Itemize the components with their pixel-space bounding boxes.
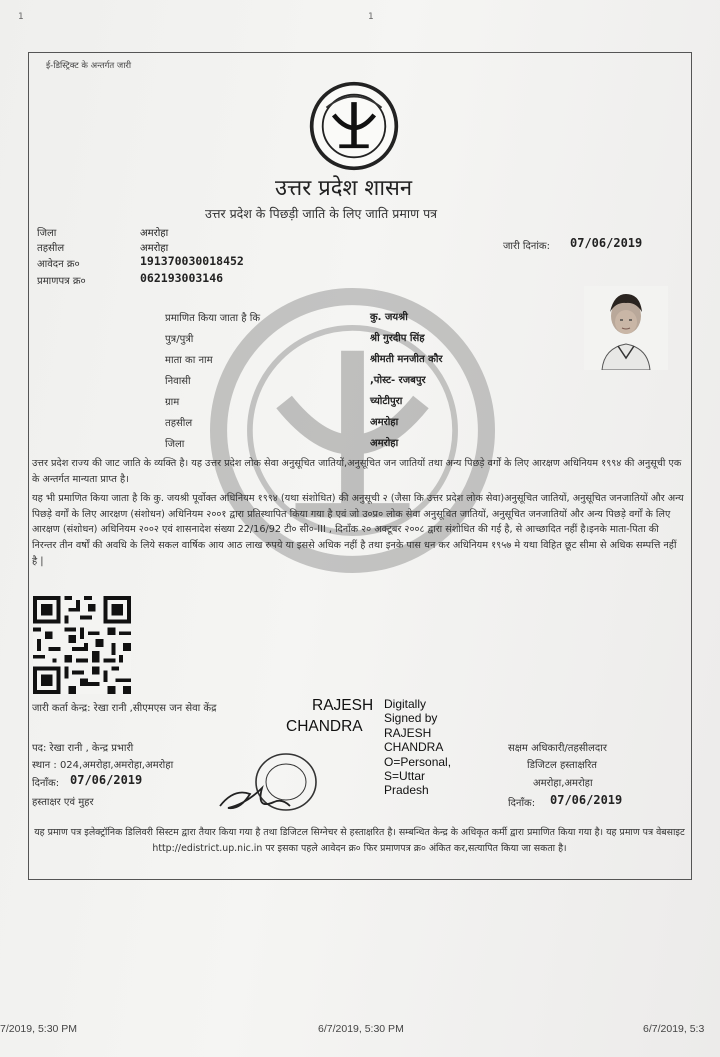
applicant-name: कु. जयश्री (370, 312, 408, 323)
page-number-left: 1 (18, 12, 24, 22)
officer-date-value: 07/06/2019 (550, 793, 623, 807)
issuer-designation: पद: रेखा रानी , केन्द्र प्रभारी (32, 743, 134, 754)
district-value: अमरोहा (140, 228, 169, 239)
digital-sign-line-2: Signed by (384, 711, 438, 726)
tehsil-label: तहसील (37, 243, 65, 254)
digital-sign-name-2: CHANDRA (286, 718, 363, 735)
certificate-number: 062193003146 (140, 271, 224, 285)
issuer-date-value: 07/06/2019 (70, 773, 143, 787)
body-paragraph-1: उत्तर प्रदेश राज्य की जाट जाति के व्यक्ति है। यह उत्तर प्रदेश लोक सेवा अनुसूचित जातियों,अनुसूचित जन जातियों तथा अन्य पिछड़े वर्गों के लिए आरक्षण अधिनियम १९९४ की अनुसूची एक के अन्तर्गत मान्यता प्राप्त है। (32, 458, 682, 485)
officer-location: अमरोहा,अमरोहा (533, 778, 593, 789)
digital-sign-line-1: Digitally (384, 697, 427, 711)
application-label: आवेदन क्र० (37, 259, 80, 270)
digital-sign-name-1: RAJESH (312, 697, 374, 714)
district-label: जिला (37, 228, 57, 239)
footer-note: यह प्रमाण पत्र इलेक्ट्रॉनिक डिलिवरी सिस्टम द्वारा तैयार किया गया है तथा डिजिटल सिग्नेचर से हस्ताक्षरित है। सम्बन्धित केन्द्र के अधिकृत कर्मी द्वारा प्रमाणित किया गया है। यह प्रमाण पत्र वेबसाइट http://edistrict.up.nic.in पर इसका पहले आवेदन क्र० फिर प्रमाणपत्र क्र० अंकित कर,सत्यापित किया जा सकता है। (34, 827, 685, 854)
mother-value: श्रीमती मनजीत कौर (370, 354, 443, 365)
digital-sign-line-7: Pradesh (384, 783, 429, 798)
certify-label: प्रमाणित किया जाता है कि (165, 313, 261, 324)
qr-code-icon (33, 596, 131, 694)
digital-sign-line-3: RAJESH (384, 725, 432, 740)
page-number-center: 1 (368, 12, 374, 22)
person-district-value: अमरोहा (370, 438, 399, 449)
certificate-number-label: प्रमाणपत्र क्र० (37, 276, 86, 287)
issue-date-value: 07/06/2019 (570, 236, 643, 250)
person-district-label: जिला (165, 439, 185, 450)
person-tehsil-label: तहसील (165, 418, 193, 429)
body-paragraph-2: यह भी प्रमाणित किया जाता है कि कु. जयश्री पूर्वोक्त अधिनियम १९९४ (यथा संशोधित) की अनुसूची २ (जैसा कि उत्तर प्रदेश लोक सेवा)अनुसूचित जातियों, अनुसूचित जनजातियों और अन्य पिछड़े वर्गों के लिए आरक्षण (संशोधन) अधिनियम २००१ द्वारा प्रतिस्थापित किया गया है एवं जो उ०प्र० लोक सेवा अनुसूचित जातियों, अनुसूचित जनजातियों और अन्य पिछड़े वर्गों के लिए आरक्षण (संशोधन) अधिनियम २००२ एवं शासनादेश संख्या 22/16/92 टी० सी०-III , दिनाँक २० अक्टूबर २००८ द्वारा संशोधित की गई है, से आच्छादित नहीं है।इनके माता-पिता की निरन्तर तीन वर्षों की अवधि के लिये सकल वार्षिक आय आठ लाख रुपये या इससे अधिक नहीं है तथा इनके पास धन कर अधिनियम १९५७ मे यथा विहित छूट सीमा से अधिक सम्पत्ति नहीं है | (32, 493, 684, 567)
certificate-title: उत्तर प्रदेश के पिछड़ी जाति के लिए जाति प्रमाण पत्र (205, 206, 438, 221)
officer-digital-signed: डिजिटल हस्ताक्षरित (527, 760, 597, 771)
parent-label: पुत्र/पुत्री (165, 334, 194, 345)
village-value: च्योटीपुरा (370, 396, 403, 407)
person-tehsil-value: अमरोहा (370, 417, 399, 428)
issuer-place: स्थान : 024,अमरोहा,अमरोहा,अमरोहा (32, 760, 174, 771)
digital-sign-details (384, 697, 451, 798)
issuer-kendra: जारी कर्ता केन्द्र: रेखा रानी ,सीएमएस जन सेवा केंद्र (32, 703, 217, 714)
applicant-photo (584, 286, 668, 370)
digital-sign-line-6: S=Uttar (384, 769, 426, 784)
timestamp-right: 6/7/2019, 5:3 (643, 1023, 705, 1035)
mother-label: माता का नाम (165, 355, 213, 366)
village-label: ग्राम (165, 397, 180, 408)
parent-value: श्री गुरदीप सिंह (370, 333, 425, 344)
officer-date-label: दिनाँक: (508, 798, 536, 809)
officer-designation: सक्षम अधिकारी/तहसीलदार (508, 743, 607, 754)
body-text (32, 456, 684, 573)
issuer-signature-label: हस्ताक्षर एवं मुहर (32, 797, 94, 808)
digital-sign-line-5: O=Personal, (384, 754, 452, 769)
timestamp-center: 6/7/2019, 5:30 PM (318, 1023, 404, 1035)
up-govt-emblem-icon (308, 80, 400, 172)
issuer-date-label: दिनाँक: (32, 778, 60, 789)
authority-title: उत्तर प्रदेश शासन (275, 176, 413, 201)
tehsil-value: अमरोहा (140, 243, 169, 254)
header-note: ई-डिस्ट्रिक्ट के अन्तर्गत जारी (46, 61, 132, 71)
resident-label: निवासी (165, 376, 191, 387)
application-number: 191370030018452 (140, 254, 244, 268)
resident-value: ,पोस्ट- रजबपुर (370, 375, 426, 386)
office-stamp-icon (216, 748, 320, 820)
timestamp-left: 7/2019, 5:30 PM (0, 1023, 78, 1035)
issue-date-label: जारी दिनांक: (503, 241, 550, 252)
digital-sign-line-4: CHANDRA (384, 740, 444, 755)
